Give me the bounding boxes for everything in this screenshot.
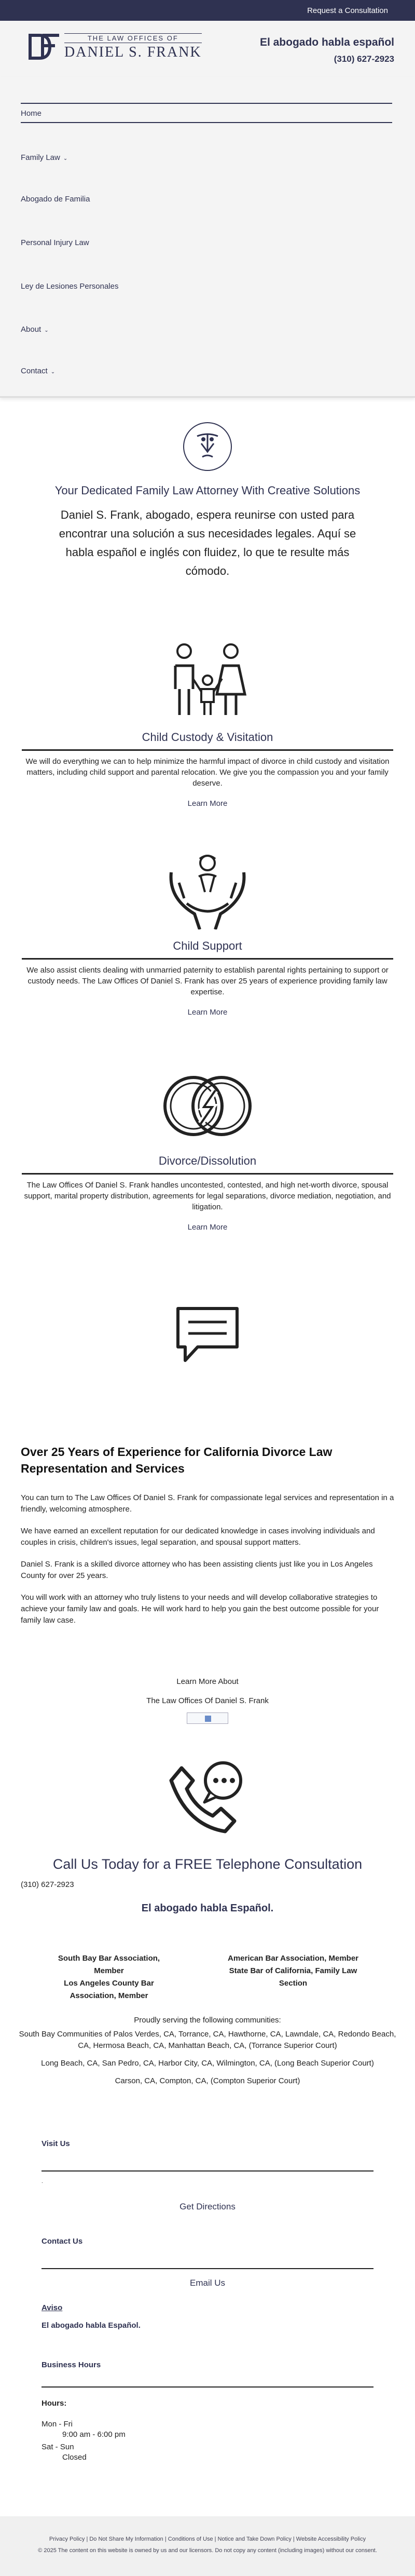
learn-more-link[interactable]: Learn More: [187, 1008, 228, 1017]
service-title: Child Support: [173, 939, 242, 952]
df-monogram-icon: [27, 31, 60, 62]
service-divorce: [0, 1070, 415, 1232]
learn-more-link[interactable]: Learn More: [187, 799, 228, 808]
experience-paragraph: You will work with an attorney who truly listens to your needs and will develop collaborative strategies to achieve your family law and goals. He will work hard to help you gain the best outcome possible for your family law case.: [21, 1593, 379, 1625]
visit-us-label: Visit Us: [42, 2139, 70, 2148]
divider: [22, 958, 393, 960]
menu-item-lesiones-personales[interactable]: [21, 282, 392, 291]
call-spanish-note: El abogado habla Español.: [141, 1903, 274, 1914]
main-menu: [0, 77, 415, 398]
divider: [42, 2386, 374, 2388]
menu-item-label: Contact: [21, 367, 48, 375]
footer-spanish-note: El abogado habla Español.: [42, 2321, 141, 2330]
intro-body: Daniel S. Frank, abogado, espera reunirse con usted para encontrar una solución a sus necesidades legales. Aquí se habla español e inglés con fluidez, lo que te resulte más cómodo.: [59, 508, 356, 577]
image-placeholder-icon: [205, 1716, 211, 1722]
header-phone-link[interactable]: (310) 627-2923: [334, 54, 394, 64]
weekday-hours: 9:00 am - 6:00 pm: [62, 2430, 126, 2439]
associations-left: South Bay Bar Association, Member Los Angeles County Bar Association, Member: [58, 1954, 160, 2000]
service-child-support: [0, 852, 415, 1017]
chevron-down-icon: ⌄: [44, 328, 49, 333]
request-consultation-link[interactable]: Request a Consultation: [307, 6, 388, 15]
divider: [22, 1173, 393, 1175]
menu-item-label: Abogado de Familia: [21, 195, 90, 204]
hours-title: Hours:: [42, 2399, 67, 2408]
call-title: [0, 1856, 415, 1872]
service-text: We will do everything we can to help minimize the harmful impact of divorce in child custody and visitation matters, including child support and parental relocation. We give you the compassion you and your family deserve.: [25, 757, 390, 788]
menu-item-label: About: [21, 325, 42, 334]
menu-item-label: Ley de Lesiones Personales: [21, 282, 119, 291]
divider: [42, 2170, 374, 2172]
phone-chat-icon: [166, 1758, 249, 1836]
menu-item-about[interactable]: [21, 325, 392, 334]
experience-paragraph: We have earned an excellent reputation for our dedicated knowledge in cases involving individuals and couples in crisis, children's issues, legal separation, and spousal support matters.: [21, 1527, 375, 1547]
call-phone-link[interactable]: (310) 627-2923: [21, 1880, 74, 1889]
intro-section-text: [0, 484, 415, 581]
chevron-down-icon: ⌄: [63, 156, 68, 161]
experience-section: [21, 1444, 394, 1626]
top-bar: [0, 0, 415, 21]
intro-section: [0, 421, 415, 475]
service-child-custody: [0, 640, 415, 808]
chat-icon-section: [0, 1304, 415, 1369]
menu-item-contact[interactable]: [21, 367, 392, 375]
aviso-link[interactable]: Aviso: [42, 2303, 63, 2312]
logo[interactable]: [27, 31, 202, 62]
serving-line: Carson, CA, Compton, CA, (Compton Superior Court): [115, 2076, 300, 2085]
learn-more-about: [0, 1677, 415, 1726]
learn-more-image-button[interactable]: [187, 1712, 228, 1724]
serving-line: Long Beach, CA, San Pedro, CA, Harbor City, CA, Wilmington, CA, (Long Beach Superior Court): [41, 2059, 374, 2068]
serving-line: South Bay Communities of Palos Verdes, CA, Torrance, CA, Hawthorne, CA, Lawndale, CA, Redondo Beach, CA, Hermosa Beach, CA, Manhattan Beach, CA, (Torrance Superior Court): [19, 2030, 396, 2050]
experience-paragraph: Daniel S. Frank is a skilled divorce attorney who has been assisting clients just like you in Los Angeles County for over 25 years.: [21, 1560, 373, 1580]
service-text: The Law Offices Of Daniel S. Frank handles uncontested, contested, and high net-worth divorce, spousal support, marital property distribution, agreements for legal separations, divorce mediation, negotiation, and litigation.: [24, 1181, 391, 1211]
serving-title: Proudly serving the following communities:: [134, 2016, 281, 2025]
associations-right: American Bar Association, Member State Bar of California, Family Law Section: [227, 1954, 359, 1988]
weekend-hours: Closed: [62, 2453, 87, 2462]
service-title: Child Custody & Visitation: [142, 731, 273, 744]
serving-section: [0, 2016, 415, 2087]
family-icon: [161, 640, 254, 718]
experience-paragraph: You can turn to The Law Offices Of Daniel S. Frank for compassionate legal services and representation in a friendly, welcoming atmosphere.: [21, 1493, 394, 1514]
learn-more-line: Learn More About: [176, 1677, 239, 1686]
broken-rings-icon: [158, 1070, 257, 1142]
legal-links[interactable]: Privacy Policy | Do Not Share My Information | Conditions of Use | Notice and Take Down Policy | Website Accessibility Policy: [49, 2536, 366, 2542]
weekday-days: Mon - Fri: [42, 2420, 73, 2429]
chat-bubble-icon: [174, 1304, 241, 1367]
header: [0, 21, 415, 77]
logo-subtitle: THE LAW OFFICES OF: [64, 33, 202, 43]
call-heading: Call Us Today for a FREE Telephone Consultation: [52, 1856, 363, 1872]
logo-title: DANIEL S. FRANK: [64, 44, 202, 60]
menu-item-label: Home: [21, 109, 42, 118]
menu-item-label: Personal Injury Law: [21, 238, 89, 247]
experience-heading: Over 25 Years of Experience for California Divorce Law Representation and Services: [21, 1445, 333, 1475]
chevron-down-icon: ⌄: [50, 369, 56, 375]
call-spanish-wrap: [0, 1903, 415, 1914]
bottom-bar: [0, 2516, 415, 2576]
menu-item-abogado-de-familia[interactable]: [21, 195, 392, 204]
divider: [22, 749, 393, 751]
intro-title: Your Dedicated Family Law Attorney With Creative Solutions: [54, 484, 361, 497]
hands-holding-child-icon: [163, 852, 252, 929]
map-placeholder: .: [42, 2179, 43, 2184]
email-us-link[interactable]: Email Us: [189, 2278, 225, 2288]
service-text: We also assist clients dealing with unmarried paternity to establish parental rights pertaining to support or custody needs. The Law Offices Of Daniel S. Frank has over 25 years of experience providing family law expertise.: [26, 966, 389, 996]
menu-item-home[interactable]: [21, 103, 392, 123]
menu-item-label: Family Law: [21, 153, 60, 162]
menu-item-personal-injury[interactable]: [21, 238, 392, 247]
learn-more-link[interactable]: Learn More: [187, 1223, 228, 1232]
menu-item-family-law[interactable]: [21, 153, 392, 162]
get-directions-link[interactable]: Get Directions: [179, 2202, 236, 2211]
divider: [42, 2268, 374, 2269]
contact-us-label: Contact Us: [42, 2237, 83, 2246]
learn-more-firm-link[interactable]: The Law Offices Of Daniel S. Frank: [146, 1696, 269, 1705]
family-emblem-icon: [182, 421, 233, 473]
phone-icon-section: [0, 1758, 415, 1838]
business-hours-label: Business Hours: [42, 2361, 101, 2369]
weekend-days: Sat - Sun: [42, 2443, 74, 2451]
header-spanish-note: El abogado habla español: [259, 36, 394, 48]
copyright: © 2025 The content on this website is owned by us and our licensors. Do not copy any content (including images) without our consent.: [38, 2547, 377, 2554]
service-title: Divorce/Dissolution: [158, 1154, 257, 1167]
